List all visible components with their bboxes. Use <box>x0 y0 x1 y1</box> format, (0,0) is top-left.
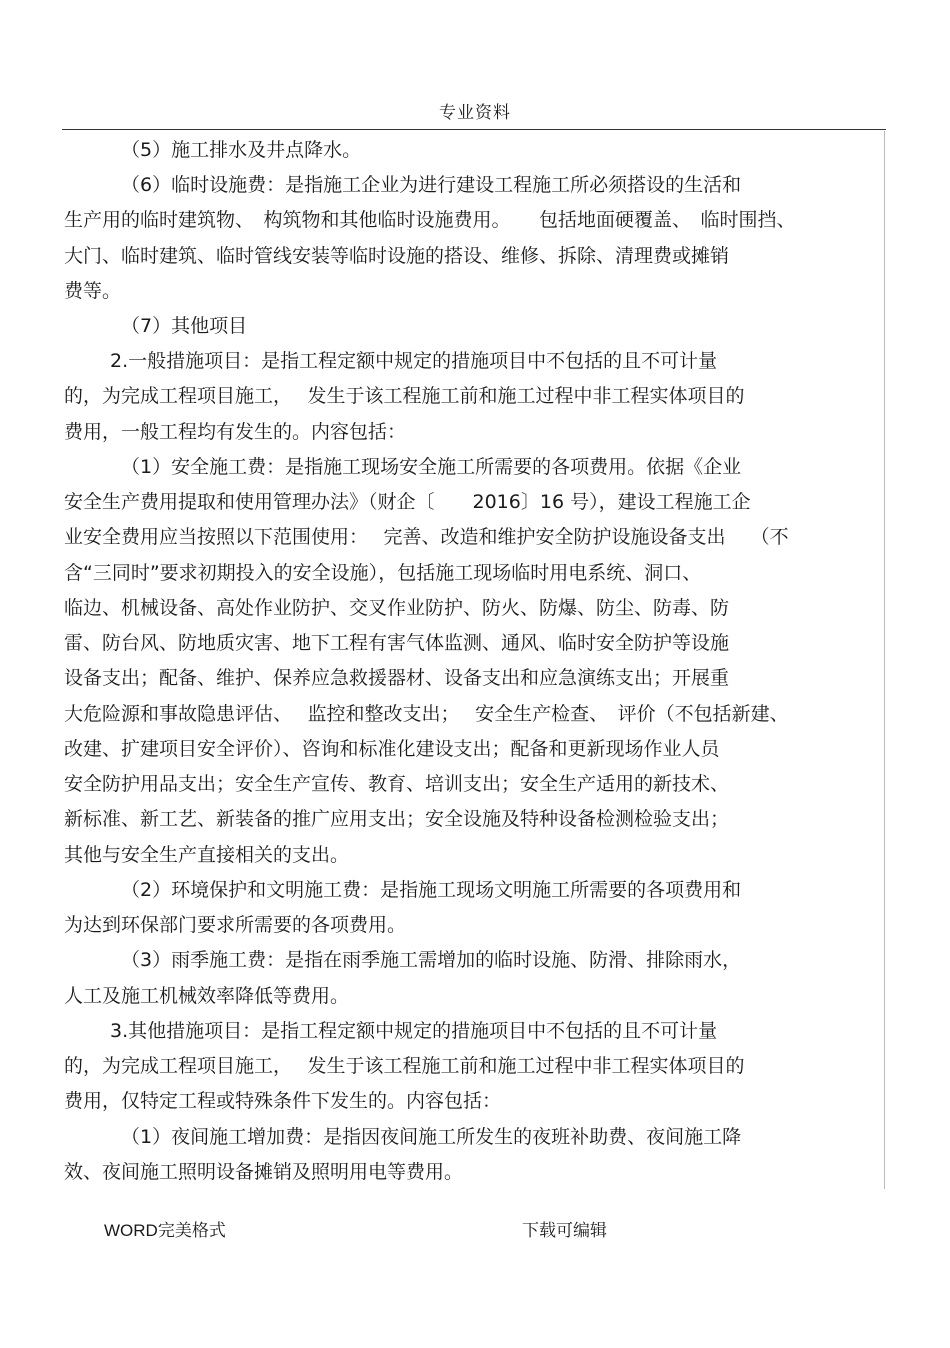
body-line: 费用，一般工程均有发生的。内容包括： <box>64 421 407 443</box>
right-margin-rule <box>884 131 885 1189</box>
body-line: 人工及施工机械效率降低等费用。 <box>64 985 350 1007</box>
body-line: 大门、临时建筑、临时管线安装等临时设施的搭设、维修、拆除、清理费或摊销 <box>64 245 730 267</box>
body-line: （1）安全施工费：是指施工现场安全施工所需要的各项费用。依据《企业 <box>121 456 742 478</box>
body-line: （7）其他项目 <box>121 315 248 337</box>
body-line: 费等。 <box>64 280 122 302</box>
body-line: 新标准、新工艺、新装备的推广应用支出；安全设施及特种设备检测检验支出； <box>64 808 730 830</box>
body-line: （3）雨季施工费：是指在雨季施工需增加的临时设施、防滑、排除雨水， <box>121 949 742 971</box>
body-line: 安全生产费用提取和使用管理办法》（财企〔 2016〕16 号），建设工程施工企 <box>64 491 751 513</box>
body-line: 费用，仅特定工程或特殊条件下发生的。内容包括： <box>64 1090 502 1112</box>
footer-right-text: 下载可编辑 <box>522 1221 607 1241</box>
header-divider <box>62 129 886 130</box>
body-line: 的，为完成工程项目施工， 发生于该工程施工前和施工过程中非工程实体项目的 <box>64 385 745 407</box>
body-line: 改建、扩建项目安全评价）、咨询和标准化建设支出；配备和更新现场作业人员 <box>64 738 720 760</box>
body-line: （2）环境保护和文明施工费：是指施工现场文明施工所需要的各项费用和 <box>121 879 742 901</box>
body-line: 含“三同时”要求初期投入的安全设施），包括施工现场临时用电系统、洞口、 <box>64 562 702 584</box>
body-line: 3.其他措施项目：是指工程定额中规定的措施项目中不包括的且不可计量 <box>110 1020 718 1042</box>
footer-left-text: WORD完美格式 <box>104 1221 226 1240</box>
body-line: 的，为完成工程项目施工， 发生于该工程施工前和施工过程中非工程实体项目的 <box>64 1055 745 1077</box>
body-line: 效、夜间施工照明设备摊销及照明用电等费用。 <box>64 1161 464 1183</box>
body-line: （1）夜间施工增加费：是指因夜间施工所发生的夜班补助费、夜间施工降 <box>121 1126 742 1148</box>
body-line: 安全防护用品支出；安全生产宣传、教育、培训支出；安全生产适用的新技术、 <box>64 773 730 795</box>
body-line: 生产用的临时建筑物、 构筑物和其他临时设施费用。 包括地面硬覆盖、 临时围挡、 <box>64 209 796 231</box>
body-line: （6）临时设施费：是指施工企业为进行建设工程施工所必须搭设的生活和 <box>121 174 742 196</box>
body-line: 2.一般措施项目：是指工程定额中规定的措施项目中不包括的且不可计量 <box>110 350 718 372</box>
body-line: 为达到环保部门要求所需要的各项费用。 <box>64 914 407 936</box>
body-line: 业安全费用应当按照以下范围使用： 完善、改造和维护安全防护设施设备支出 （不 <box>64 526 789 548</box>
body-line: 设备支出；配备、维护、保养应急救援器材、设备支出和应急演练支出；开展重 <box>64 667 730 689</box>
body-line: 大危险源和事故隐患评估、 监控和整改支出； 安全生产检查、 评价（不包括新建、 <box>64 703 789 725</box>
body-line: 其他与安全生产直接相关的支出。 <box>64 844 350 866</box>
body-line: （5）施工排水及井点降水。 <box>121 139 362 161</box>
body-line: 雷、防台风、防地质灾害、地下工程有害气体监测、通风、临时安全防护等设施 <box>64 632 730 654</box>
page-header-title: 专业资料 <box>439 103 511 123</box>
body-line: 临边、机械设备、高处作业防护、交叉作业防护、防火、防爆、防尘、防毒、防 <box>64 597 730 619</box>
